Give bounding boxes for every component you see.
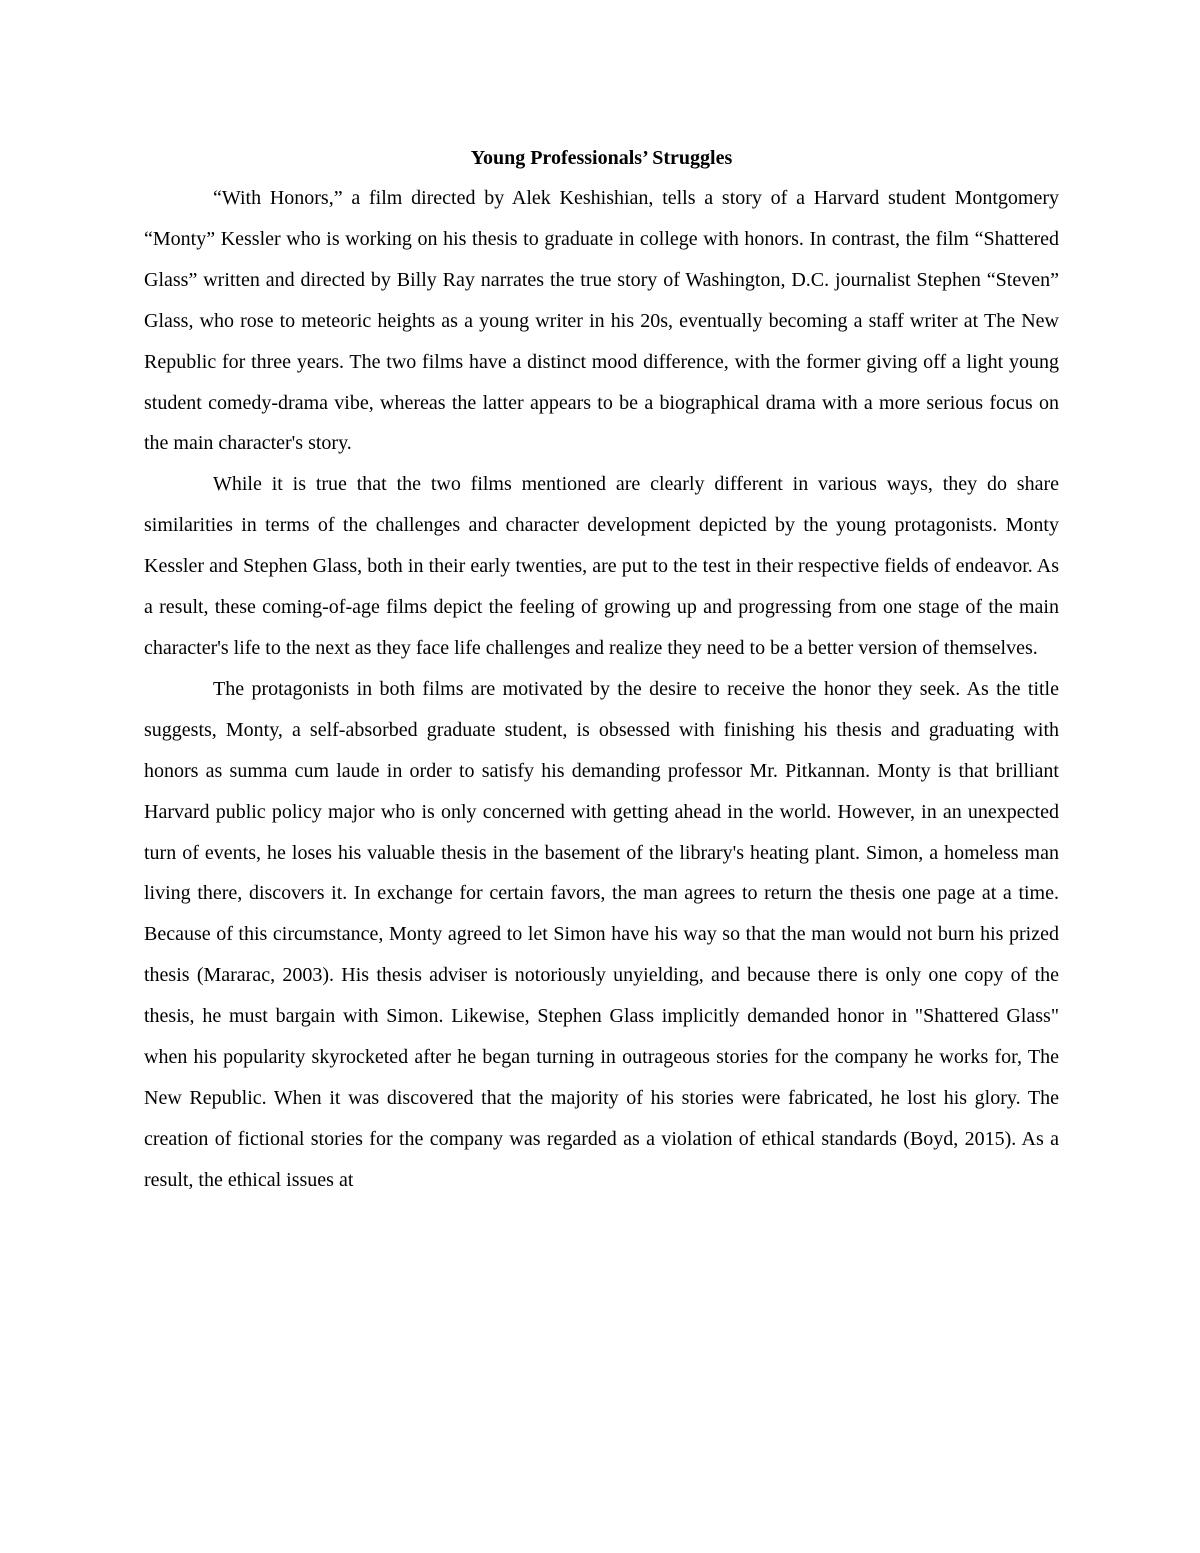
document-body — [144, 138, 1059, 1201]
paragraph-1: “With Honors,” a film directed by Alek Keshishian, tells a story of a Harvard student Montgomery “Monty” Kessler who is working on his thesis to graduate in college with honors. In contrast, the film “Shattered Glass” written and directed by Billy Ray narrates the true story of Washington, D.C. journalist Stephen “Steven” Glass, who rose to meteoric heights as a young writer in his 20s, eventually becoming a staff writer at The New Republic for three years. The two films have a distinct mood difference, with the former giving off a light young student comedy-drama vibe, whereas the latter appears to be a biographical drama with a more serious focus on the main character's story. — [144, 187, 1059, 455]
paragraph-3: The protagonists in both films are motivated by the desire to receive the honor they seek. As the title suggests, Monty, a self-absorbed graduate student, is obsessed with finishing his thesis and graduating with honors as summa cum laude in order to satisfy his demanding professor Mr. Pitkannan. Monty is that brilliant Harvard public policy major who is only concerned with getting ahead in the world. However, in an unexpected turn of events, he loses his valuable thesis in the basement of the library's heating plant. Simon, a homeless man living there, discovers it. In exchange for certain favors, the man agrees to return the thesis one page at a time. Because of this circumstance, Monty agreed to let Simon have his way so that the man would not burn his prized thesis (Mararac, 2003). His thesis adviser is notoriously unyielding, and because there is only one copy of the thesis, he must bargain with Simon. Likewise, Stephen Glass implicitly demanded honor in "Shattered Glass" when his popularity skyrocketed after he began turning in outrageous stories for the company he works for, The New Republic. When it was discovered that the majority of his stories were fabricated, he lost his glory. The creation of fictional stories for the company was regarded as a violation of ethical standards (Boyd, 2015). As a result, the ethical issues at — [144, 677, 1059, 1191]
document-title: Young Professionals’ Struggles — [470, 147, 733, 169]
paragraph-2: While it is true that the two films mentioned are clearly different in various ways, they do share similarities in terms of the challenges and character development depicted by the young protagonists. Monty Kessler and Stephen Glass, both in their early twenties, are put to the test in their respective fields of endeavor. As a result, these coming-of-age films depict the feeling of growing up and progressing from one stage of the main character's life to the next as they face life challenges and realize they need to be a better version of themselves. — [144, 473, 1059, 659]
